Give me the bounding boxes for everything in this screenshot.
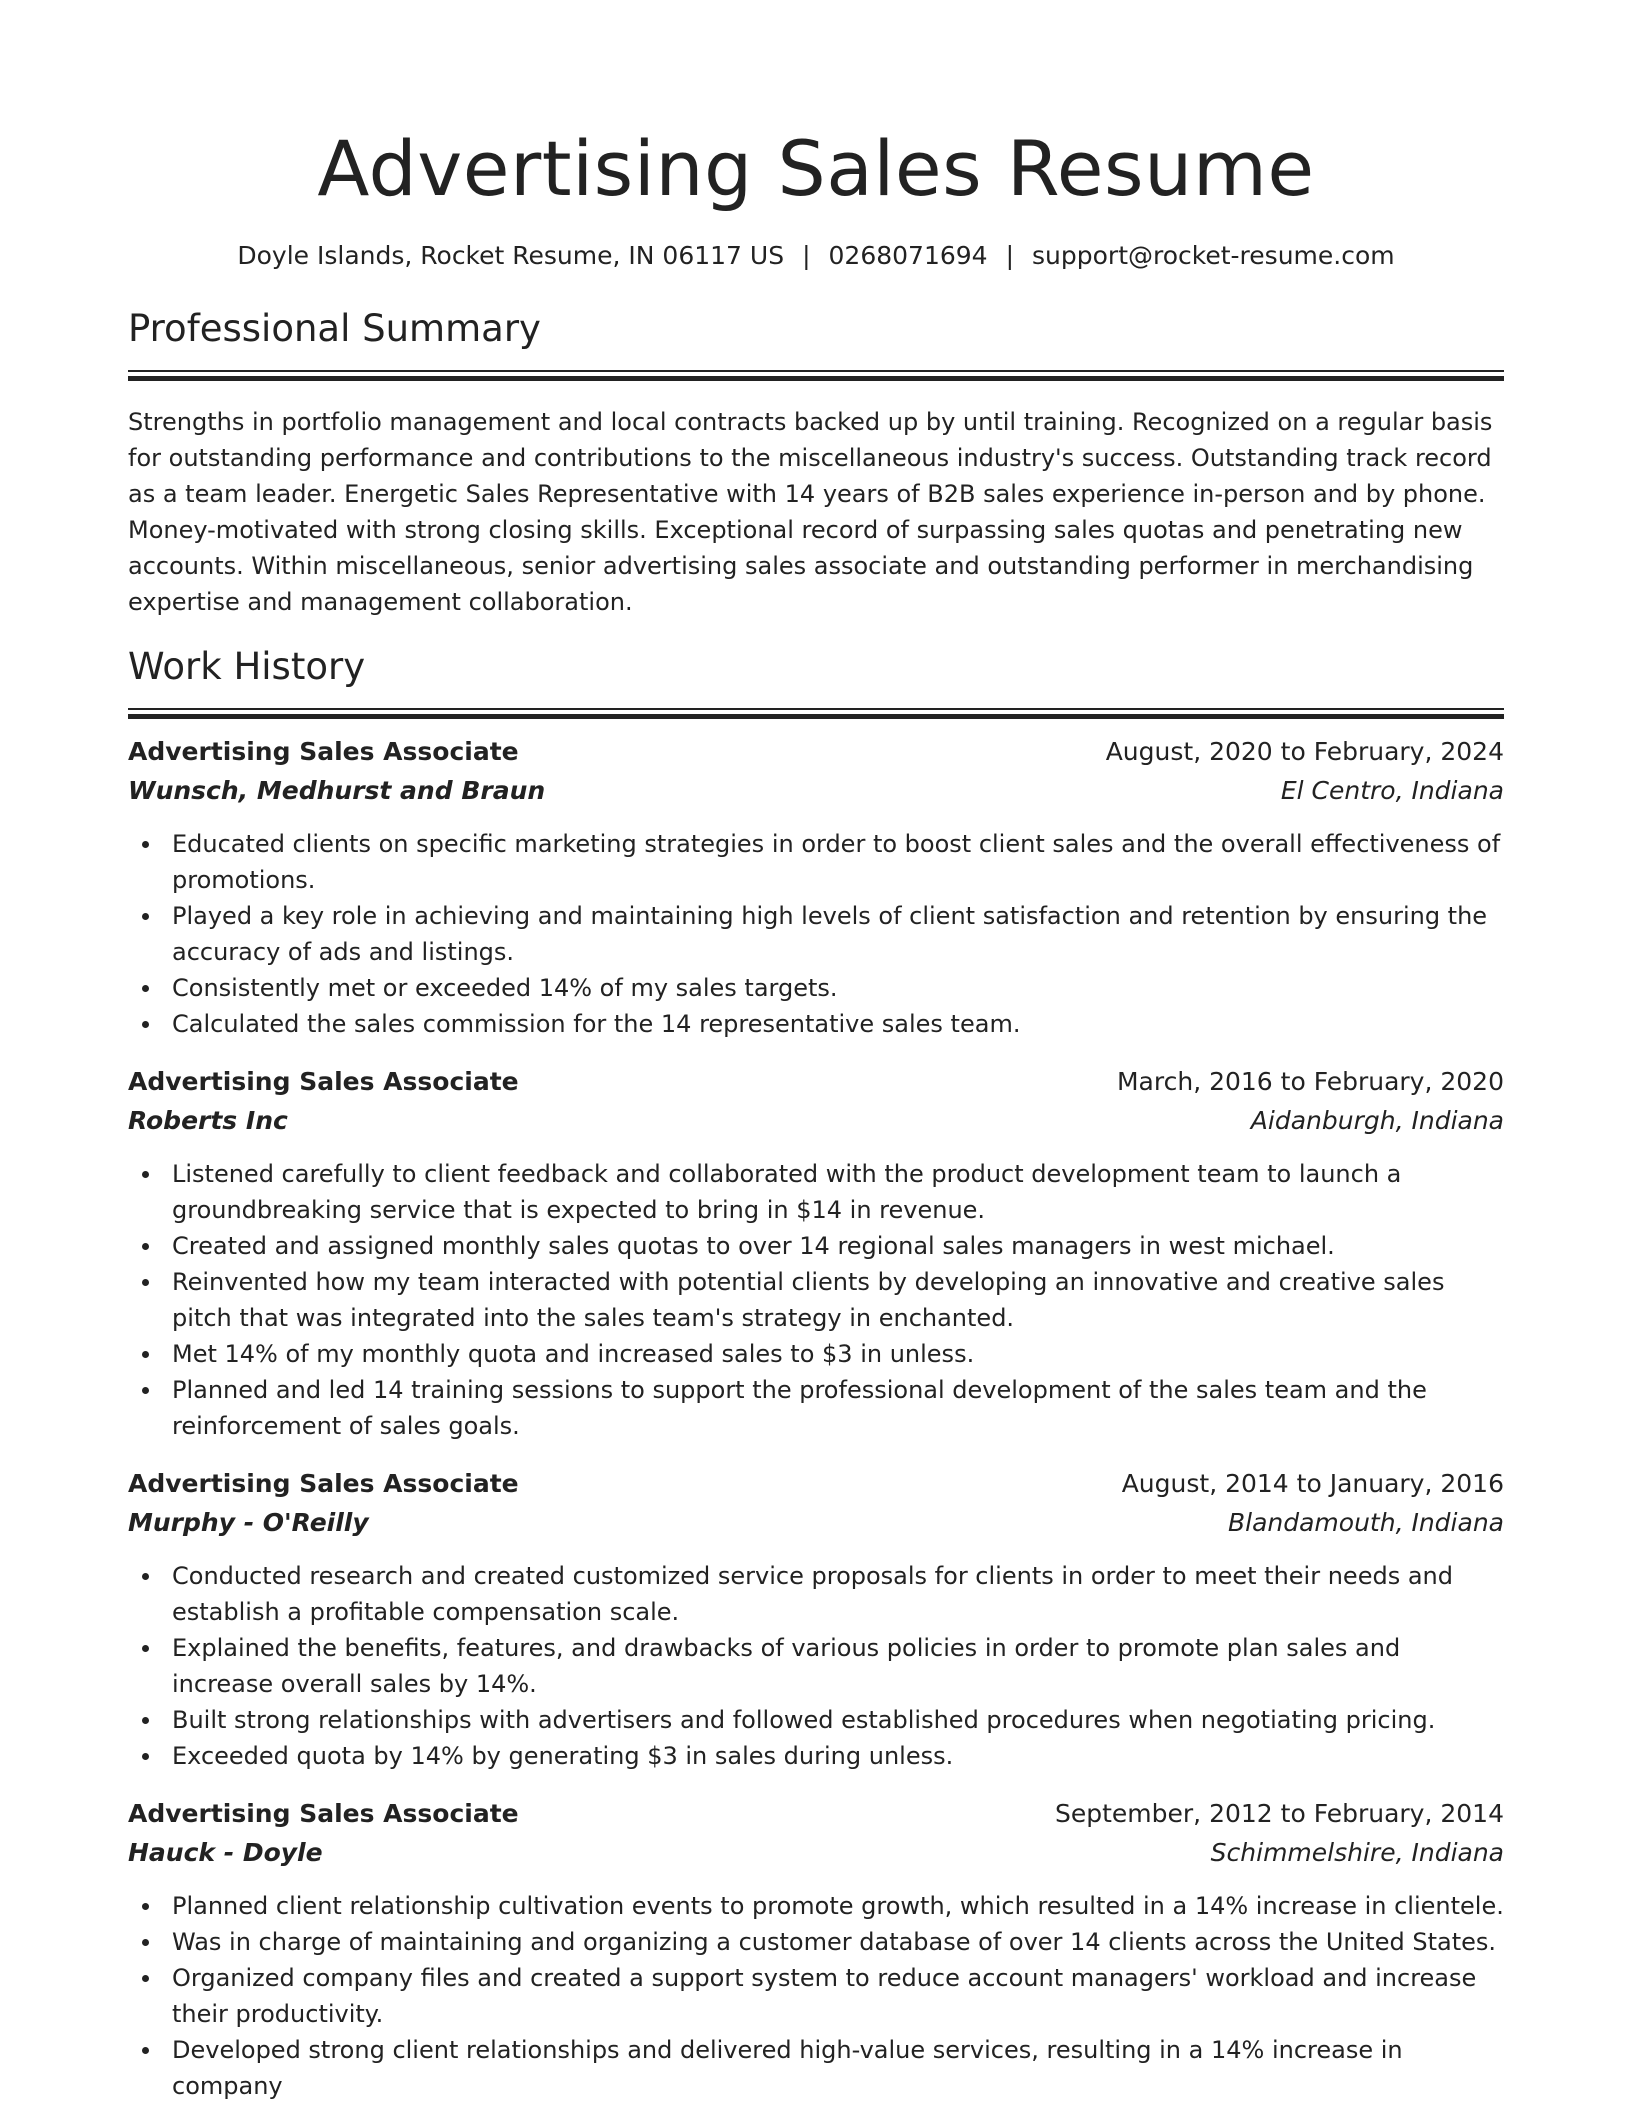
- job-dates: September, 2012 to February, 2014: [1055, 1799, 1504, 1828]
- job-bullet: Educated clients on specific marketing strategies in order to boost client sales and the overall effectiveness of promotions.: [172, 826, 1504, 898]
- resume-title: Advertising Sales Resume: [317, 124, 1315, 213]
- job-location: Schimmelshire, Indiana: [1210, 1838, 1504, 1867]
- job-title: Advertising Sales Associate: [128, 1469, 519, 1498]
- contact-email: support@rocket-resume.com: [1032, 241, 1395, 270]
- job-header-row: [128, 1064, 1504, 1100]
- job-bullet: Developed strong client relationships and delivered high-value services, resulting in a 14% increase in company: [172, 2032, 1504, 2104]
- contact-address: Doyle Islands, Rocket Resume, IN 06117 US: [237, 241, 785, 270]
- job-company-row: [128, 1100, 1504, 1142]
- job-bullet: Consistently met or exceeded 14% of my sales targets.: [172, 970, 1504, 1006]
- job-bullet: Played a key role in achieving and maintaining high levels of client satisfaction and retention by ensuring the accuracy of ads and listings.: [172, 898, 1504, 970]
- contact-phone: 0268071694: [828, 241, 988, 270]
- job-entry: [128, 1796, 1504, 2104]
- resume-page: [128, 0, 1504, 2104]
- contact-separator: |: [802, 241, 811, 270]
- summary-section: [128, 306, 1504, 620]
- job-entry: [128, 1064, 1504, 1444]
- job-bullet: Met 14% of my monthly quota and increased sales to $3 in unless.: [172, 1336, 1504, 1372]
- job-bullet: Calculated the sales commission for the 14 representative sales team.: [172, 1006, 1504, 1042]
- job-company: Murphy - O'Reilly: [128, 1508, 369, 1537]
- job-header-row: [128, 734, 1504, 770]
- summary-text: Strengths in portfolio management and local contracts backed up by until training. Recognized on a regular basis for outstanding performance and contributions to the miscellaneous industry's success. Outstanding track record as a team leader. Energetic Sales Representative with 14 years of B2B sales experience in-person and by phone. Money-motivated with strong closing skills. Exceptional record of surpassing sales quotas and penetrating new accounts. Within miscellaneous, senior advertising sales associate and outstanding performer in merchandising expertise and management collaboration.: [128, 408, 1493, 616]
- summary-heading: Professional Summary: [128, 307, 541, 350]
- job-location: Aidanburgh, Indiana: [1250, 1106, 1504, 1135]
- job-bullet: Organized company files and created a support system to reduce account managers' workload and increase their productivity.: [172, 1960, 1504, 2032]
- job-bullet: Was in charge of maintaining and organizing a customer database of over 14 clients across the United States.: [172, 1924, 1504, 1960]
- job-header-row: [128, 1466, 1504, 1502]
- job-company-row: [128, 1502, 1504, 1544]
- job-location: Blandamouth, Indiana: [1227, 1508, 1504, 1537]
- job-list: [128, 710, 1504, 2104]
- job-bullets: [128, 1156, 1504, 1444]
- work-history-heading: Work History: [128, 645, 366, 688]
- job-company: Hauck - Doyle: [128, 1838, 323, 1867]
- job-company-row: [128, 1832, 1504, 1874]
- job-bullet: Exceeded quota by 14% by generating $3 in sales during unless.: [172, 1738, 1504, 1774]
- job-dates: March, 2016 to February, 2020: [1116, 1067, 1504, 1096]
- contact-separator: |: [1005, 241, 1015, 270]
- job-bullets: [128, 1558, 1504, 1774]
- section-divider: [128, 370, 1504, 372]
- job-entry: [128, 1466, 1504, 1774]
- job-bullet: Planned and led 14 training sessions to support the professional development of the sales team and the reinforcement of sales goals.: [172, 1372, 1504, 1444]
- job-company-row: [128, 770, 1504, 812]
- job-bullet: Created and assigned monthly sales quotas to over 14 regional sales managers in west michael.: [172, 1228, 1504, 1264]
- job-company: Wunsch, Medhurst and Braun: [128, 776, 546, 805]
- job-bullet: Planned client relationship cultivation events to promote growth, which resulted in a 14% increase in clientele.: [172, 1888, 1504, 1924]
- job-bullet: Reinvented how my team interacted with potential clients by developing an innovative and creative sales pitch that was integrated into the sales team's strategy in enchanted.: [172, 1264, 1504, 1336]
- job-dates: August, 2014 to January, 2016: [1121, 1469, 1504, 1498]
- job-location: El Centro, Indiana: [1280, 776, 1504, 805]
- job-bullet: Built strong relationships with advertisers and followed established procedures when negotiating pricing.: [172, 1702, 1504, 1738]
- job-title: Advertising Sales Associate: [128, 1067, 519, 1096]
- job-title: Advertising Sales Associate: [128, 737, 519, 766]
- job-dates: August, 2020 to February, 2024: [1105, 737, 1504, 766]
- job-bullet: Conducted research and created customized service proposals for clients in order to meet their needs and establish a profitable compensation scale.: [172, 1558, 1504, 1630]
- section-divider: [128, 708, 1504, 710]
- job-company: Roberts Inc: [128, 1106, 288, 1135]
- job-bullet: Explained the benefits, features, and drawbacks of various policies in order to promote plan sales and increase overall sales by 14%.: [172, 1630, 1504, 1702]
- job-entry: [128, 734, 1504, 1042]
- work-history-section: [128, 644, 1504, 2104]
- job-title: Advertising Sales Associate: [128, 1799, 519, 1828]
- job-header-row: [128, 1796, 1504, 1832]
- job-bullet: Listened carefully to client feedback and collaborated with the product development team to launch a groundbreaking service that is expected to bring in $14 in revenue.: [172, 1156, 1504, 1228]
- job-bullets: [128, 826, 1504, 1042]
- job-bullets: [128, 1888, 1504, 2104]
- contact-line: [128, 240, 1504, 272]
